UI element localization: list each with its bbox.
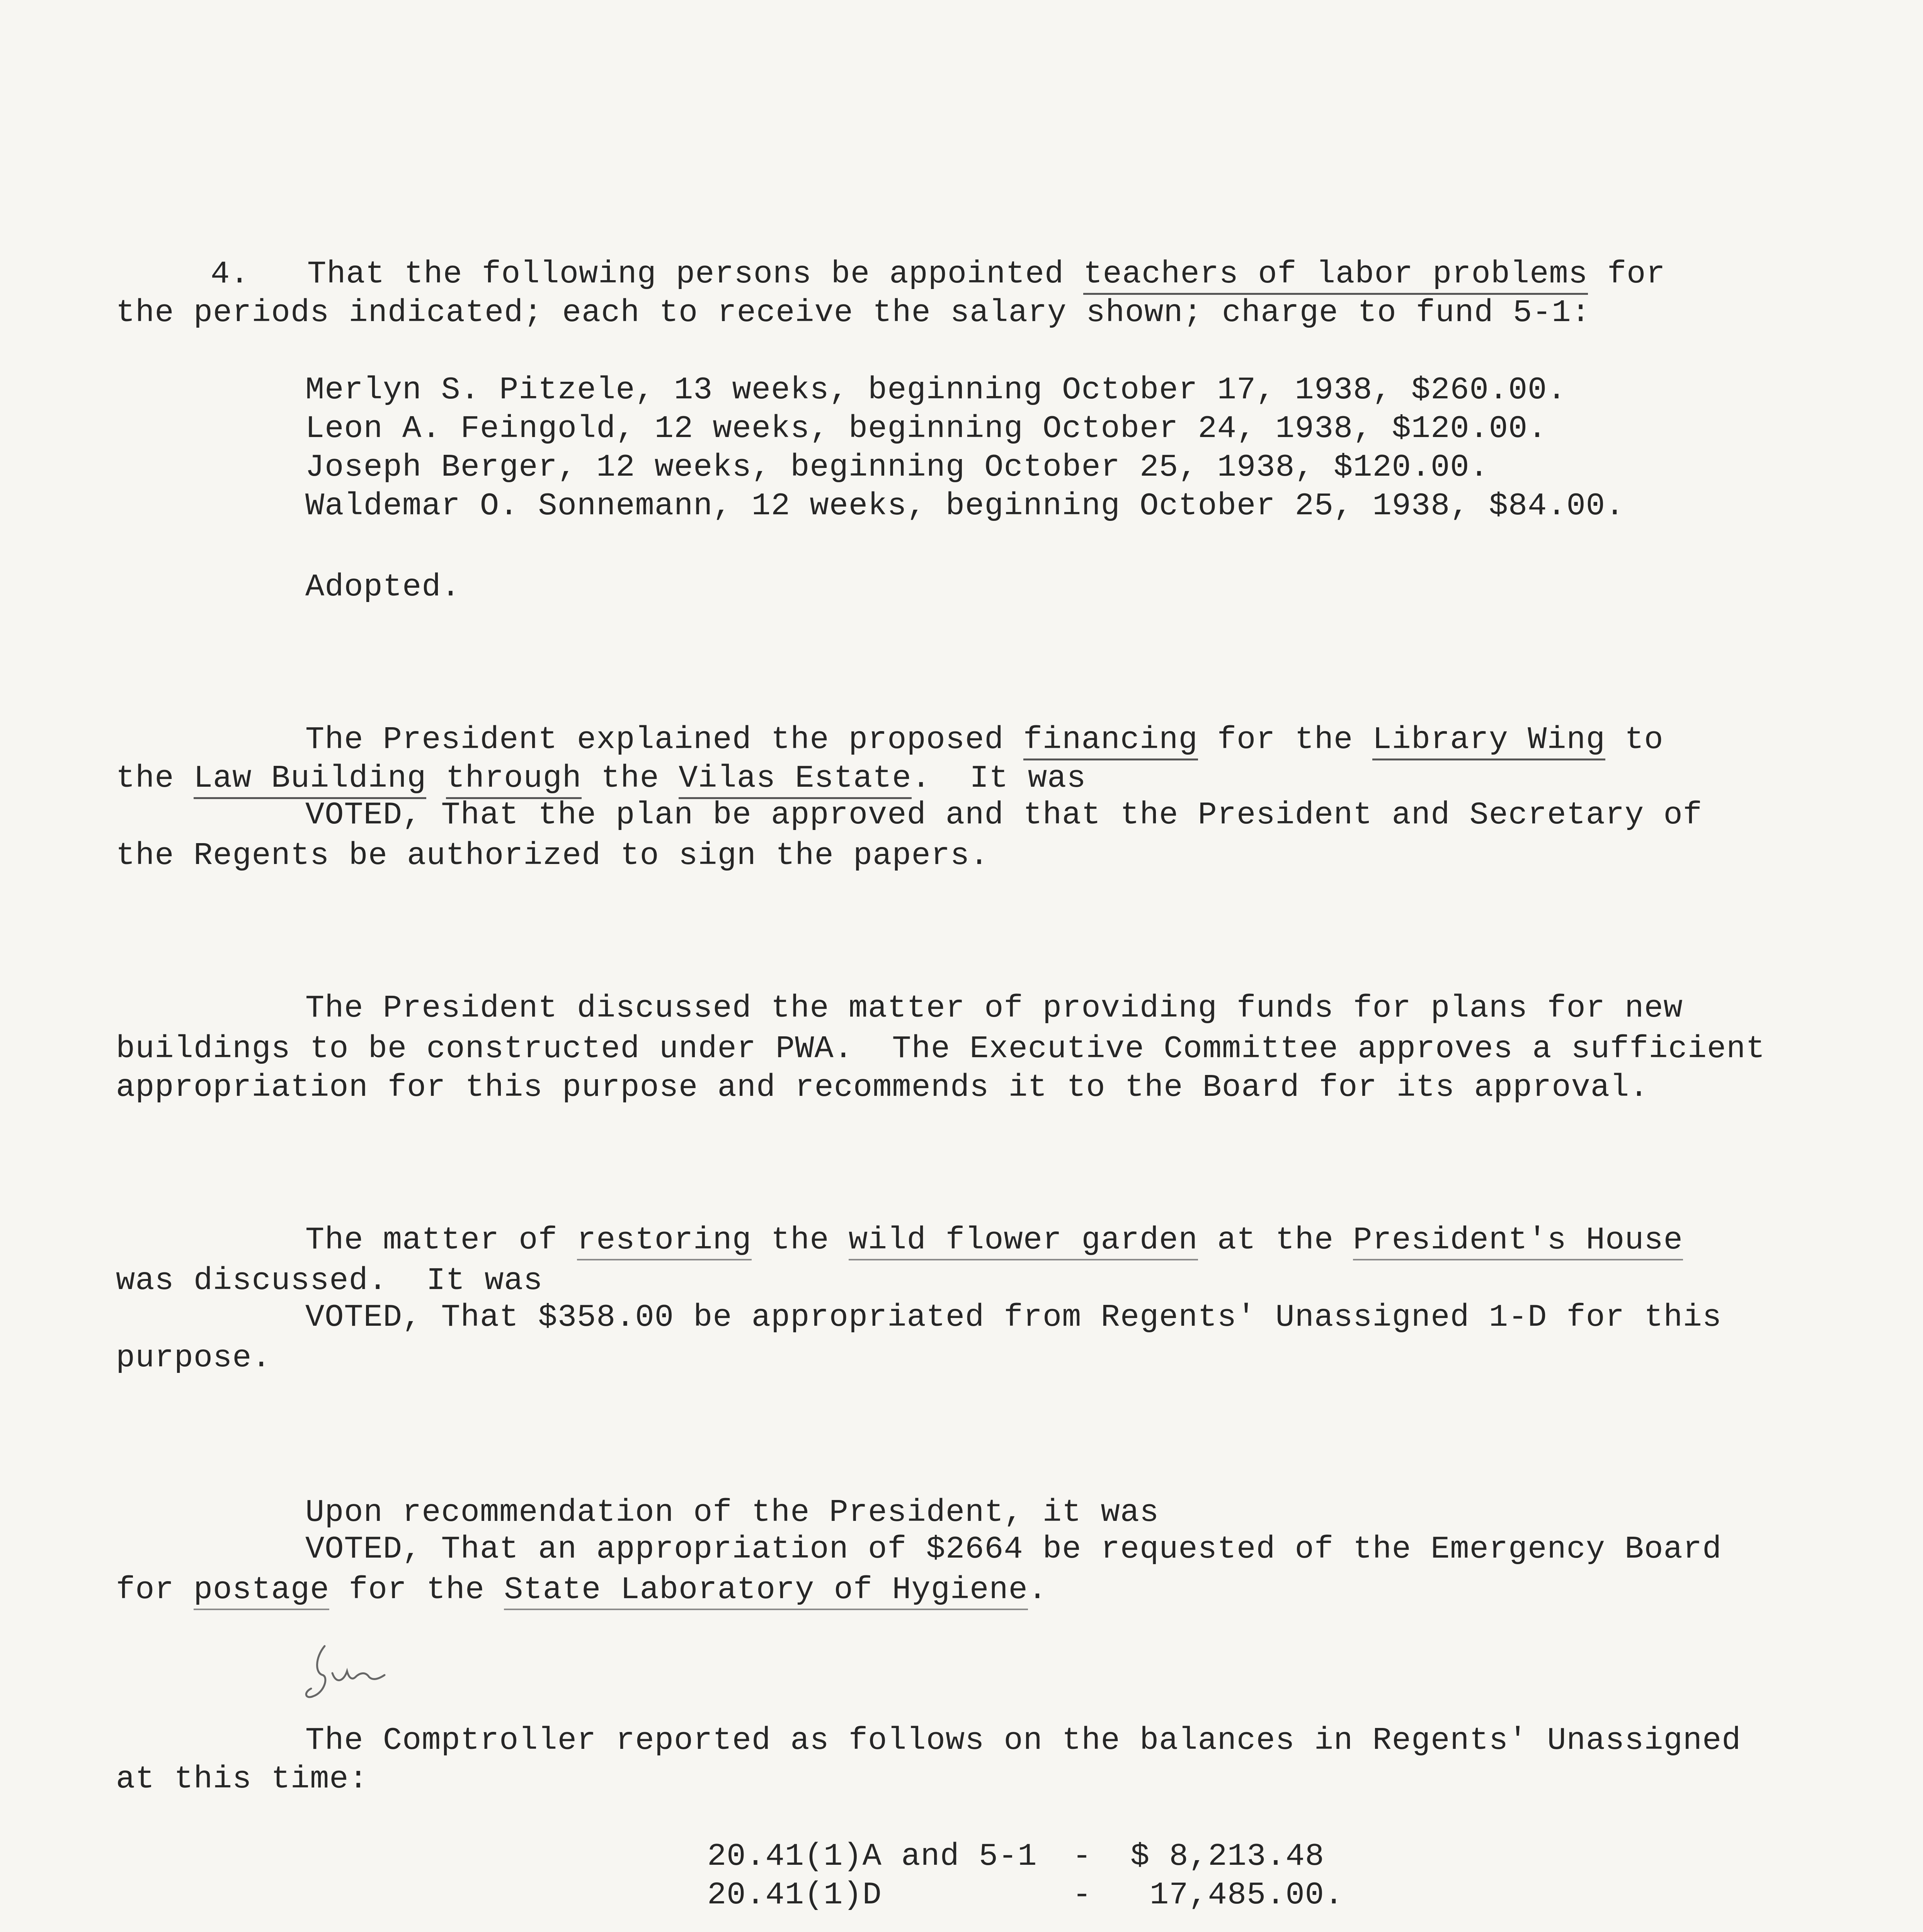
library-line-2: the Law Building through the Vilas Estate. It was — [116, 759, 1086, 798]
garden-line-3: VOTED, That $358.00 be appropriated from Regents' Unassigned 1-D for this — [305, 1299, 1722, 1335]
balance-amount-1: $ 8,213.48 — [1130, 1838, 1325, 1874]
balance-dash-1: - — [1072, 1838, 1092, 1874]
appointment-3: Joseph Berger, 12 weeks, beginning October 25, 1938, $120.00. — [305, 449, 1489, 485]
comptroller-line-1: The Comptroller reported as follows on the balances in Regents' Unassigned — [305, 1723, 1741, 1759]
item-number: 4. — [211, 256, 250, 292]
underlined-library-wing: Library Wing — [1372, 722, 1605, 760]
balance-fund-1: 20.41(1)A and 5-1 — [707, 1838, 1037, 1874]
underlined-through: through — [446, 760, 582, 799]
pwa-line-2: buildings to be constructed under PWA. The Executive Committee approves a sufficient — [116, 1031, 1765, 1067]
garden-line-4: purpose. — [116, 1340, 271, 1376]
underlined-restoring: restoring — [577, 1222, 752, 1260]
handwritten-initials-mark — [301, 1638, 417, 1716]
postage-line-1: Upon recommendation of the President, it was — [305, 1495, 1159, 1531]
underlined-state-laboratory-of-hygiene: State Laboratory of Hygiene — [504, 1572, 1028, 1610]
appointment-4: Waldemar O. Sonnemann, 12 weeks, beginning October 25, 1938, $84.00. — [305, 488, 1625, 524]
underlined-financing: financing — [1023, 722, 1198, 760]
garden-line-1: The matter of restoring the wild flower garden at the President's House — [305, 1221, 1683, 1260]
postage-line-3: for postage for the State Laboratory of Hygiene. — [116, 1571, 1047, 1609]
item4-line-2: the periods indicated; each to receive the salary shown; charge to fund 5-1: — [116, 295, 1591, 331]
balance-fund-2: 20.41(1)D — [707, 1877, 882, 1913]
appointment-2: Leon A. Feingold, 12 weeks, beginning October 24, 1938, $120.00. — [305, 411, 1547, 447]
underlined-postage: postage — [194, 1572, 329, 1610]
underlined-teachers-of-labor-problems: teachers of labor problems — [1083, 256, 1588, 295]
pwa-line-1: The President discussed the matter of providing funds for plans for new — [305, 990, 1683, 1026]
library-line-4: the Regents be authorized to sign the papers. — [116, 838, 989, 874]
pwa-line-3: appropriation for this purpose and recommends it to the Board for its approval. — [116, 1070, 1649, 1105]
comptroller-line-2: at this time: — [116, 1761, 368, 1797]
library-line-3: VOTED, That the plan be approved and that the President and Secretary of — [305, 797, 1702, 833]
underlined-presidents-house: President's House — [1353, 1222, 1683, 1260]
underlined-vilas-estate: Vilas Estate — [679, 760, 912, 799]
underlined-wild-flower-garden: wild flower garden — [849, 1222, 1198, 1260]
balance-amount-2: 17,485.00. — [1150, 1877, 1344, 1913]
postage-line-2: VOTED, That an appropriation of $2664 be requested of the Emergency Board — [305, 1531, 1722, 1567]
appointment-1: Merlyn S. Pitzele, 13 weeks, beginning October 17, 1938, $260.00. — [305, 372, 1567, 408]
library-line-1: The President explained the proposed financing for the Library Wing to — [305, 721, 1664, 759]
item4-line-1: That the following persons be appointed teachers of labor problems for — [307, 255, 1666, 294]
balance-dash-2: - — [1072, 1877, 1092, 1913]
garden-line-2: was discussed. It was — [116, 1263, 543, 1299]
underlined-law-building: Law Building — [194, 760, 427, 799]
adopted-text: Adopted. — [305, 569, 461, 605]
